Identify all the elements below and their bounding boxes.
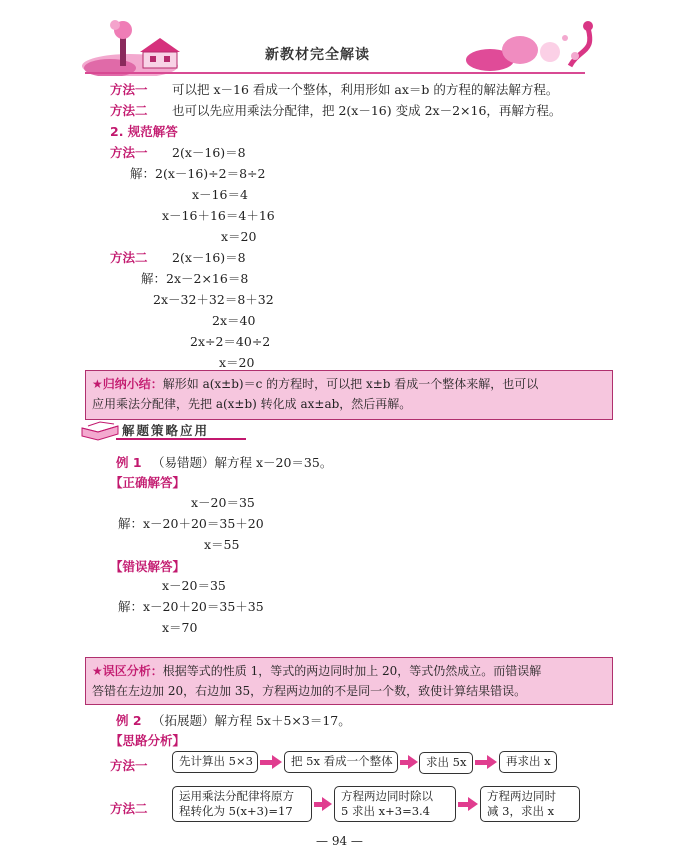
page-number: — 94 — (316, 834, 363, 848)
example2-text: （拓展题）解方程 5x＋5×3＝17。 (152, 713, 351, 728)
method1-text: 可以把 x－16 看成一个整体，利用形如 ax＝b 的方程的解法解方程。 (172, 82, 559, 97)
method1-label: 方法一 (110, 82, 148, 97)
flow2-step-text: 5 求出 x+3=3.4 (341, 804, 430, 818)
wrong-heading: 【错误解答】 (110, 559, 186, 574)
strategy-underline (116, 438, 246, 440)
flow2-step (172, 786, 312, 822)
wrong-line: x－20＝35 (162, 578, 226, 593)
correct-line: x－20＝35 (191, 495, 255, 510)
book-icon (80, 420, 120, 442)
solution1-line: x＝20 (221, 229, 257, 244)
solution2-line: 2x＝40 (212, 313, 256, 328)
correct-heading: 【正确解答】 (110, 475, 186, 490)
summary-text: 解形如 a(x±b)＝c 的方程时，可以把 x±b 看成一个整体来解，也可以 (162, 377, 539, 391)
flow2-step (480, 786, 580, 822)
header-right-art-icon (460, 8, 600, 76)
flow1-step: 先计算出 5×3 (172, 751, 258, 773)
strategy-heading: 解题策略应用 (122, 423, 210, 438)
solution2-line: 解：2x－2×16＝8 (141, 271, 249, 286)
solution1-line: x－16＋16＝4＋16 (162, 208, 275, 223)
flow1-label: 方法一 (110, 758, 148, 773)
flow2-step (334, 786, 456, 822)
method2-label: 方法二 (110, 103, 148, 118)
header-title: 新教材完全解读 (265, 47, 370, 63)
flow2-step-text: 程转化为 5(x+3)=17 (179, 804, 293, 818)
summary-box (85, 370, 613, 420)
solution1-line: 解：2(x－16)÷2＝8÷2 (130, 166, 266, 181)
correct-line: 解：x－20＋20＝35＋20 (118, 516, 264, 531)
flow1-step: 把 5x 看成一个整体 (284, 751, 398, 773)
solution1-line: 2(x－16)＝8 (172, 145, 246, 160)
mistake-box (85, 657, 613, 705)
section2-heading: 2. 规范解答 (110, 124, 178, 139)
example1-text: （易错题）解方程 x－20＝35。 (152, 455, 333, 470)
flow2-label: 方法二 (110, 801, 148, 816)
summary-text: 应用乘法分配律，先把 a(x±b) 转化成 ax±ab，然后再解。 (92, 397, 412, 411)
wrong-line: x＝70 (162, 620, 198, 635)
mistake-text: 答错在左边加 20，右边加 35，方程两边加的不是同一个数，致使计算结果错误。 (92, 684, 527, 698)
solution2-line: 2(x－16)＝8 (172, 250, 246, 265)
flow2-step-text: 方程两边同时除以 (341, 789, 433, 803)
method2-text: 也可以先应用乘法分配律，把 2(x－16) 变成 2x－2×16，再解方程。 (172, 103, 562, 118)
solution1-label: 方法一 (110, 145, 148, 160)
analysis-heading: 【思路分析】 (110, 733, 186, 748)
header-divider (85, 72, 585, 74)
example2-label: 例 2 (116, 713, 142, 728)
wrong-line: 解：x－20＋20＝35＋35 (118, 599, 264, 614)
header-left-art-icon (80, 8, 190, 76)
solution2-line: 2x－32＋32＝8＋32 (153, 292, 274, 307)
mistake-text: 根据等式的性质 1，等式的两边同时加上 20，等式仍然成立。而错误解 (162, 664, 542, 678)
solution2-label: 方法二 (110, 250, 148, 265)
flow2-step-text: 运用乘法分配律将原方 (179, 789, 294, 803)
solution2-line: x＝20 (219, 355, 255, 370)
flow1-step: 再求出 x (499, 751, 557, 773)
mistake-tag: ★误区分析： (92, 664, 163, 678)
strategy-heading-block (80, 418, 250, 442)
solution1-line: x－16＝4 (192, 187, 248, 202)
header-banner (80, 8, 610, 78)
solution2-line: 2x÷2＝40÷2 (190, 334, 271, 349)
correct-line: x＝55 (204, 537, 240, 552)
flow2-step-text: 方程两边同时 (487, 789, 556, 803)
flow1-step: 求出 5x (419, 752, 473, 774)
summary-tag: ★归纳小结： (92, 377, 163, 391)
example1-label: 例 1 (116, 455, 142, 470)
flow2-step-text: 减 3，求出 x (487, 804, 555, 818)
